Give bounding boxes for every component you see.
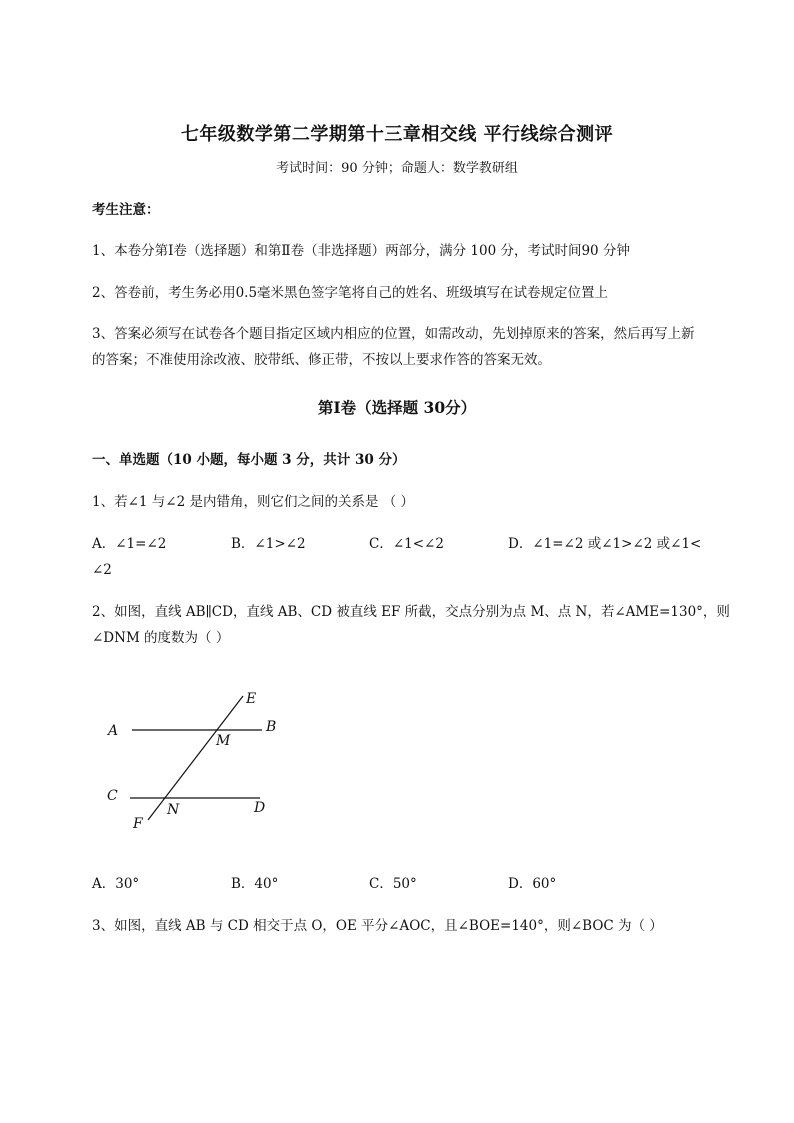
- notice-item-3-cont: 的答案；不准使用涂改液、胶带纸、修正带，不按以上要求作答的答案无效。: [92, 352, 551, 368]
- notice-item-2: 2、答卷前，考生务必用0.5毫米黑色签字笔将自己的姓名、班级填写在试卷规定位置上: [92, 285, 609, 301]
- label-c: C: [107, 788, 118, 804]
- label-n: N: [167, 802, 180, 818]
- q2-figure: [100, 688, 300, 848]
- q1-option-d: D．∠1=∠2 或∠1>∠2 或∠1<: [508, 536, 702, 552]
- label-e: E: [246, 691, 257, 707]
- q2-option-d: D．60°: [508, 876, 557, 892]
- q2-stem-line1: 2、如图，直线 AB∥CD，直线 AB、CD 被直线 EF 所截，交点分别为点 M、点 N，若∠AME=130°，则: [92, 604, 730, 620]
- q1-option-b: B．∠1>∠2: [231, 536, 306, 552]
- q3-stem: 3、如图，直线 AB 与 CD 相交于点 O，OE 平分∠AOC，且∠BOE=140°，则∠BOC 为（ ）: [92, 918, 663, 934]
- exam-title: 七年级数学第二学期第十三章相交线 平行线综合测评: [180, 124, 614, 145]
- q1-option-c: C．∠1<∠2: [369, 536, 444, 552]
- part1-heading: 一、单选题（10 小题，每小题 3 分，共计 30 分）: [92, 452, 406, 468]
- label-m: M: [216, 733, 231, 749]
- exam-subtitle: 考试时间：90 分钟；命题人：数学教研组: [276, 161, 518, 176]
- q2-option-b: B．40°: [231, 876, 279, 892]
- q1-option-a: A．∠1=∠2: [92, 536, 167, 552]
- label-a: A: [108, 723, 119, 739]
- q1-stem: 1、若∠1 与∠2 是内错角，则它们之间的关系是 （ ）: [92, 494, 415, 510]
- section-title: 第Ⅰ卷（选择题 30分）: [317, 398, 477, 417]
- notice-heading: 考生注意：: [92, 202, 160, 218]
- q1-option-d-cont: ∠2: [92, 562, 112, 578]
- notice-item-3: 3、答案必须写在试卷各个题目指定区域内相应的位置，如需改动，先划掉原来的答案，然后再写上新: [92, 326, 695, 342]
- q2-option-c: C．50°: [369, 876, 417, 892]
- label-b: B: [266, 719, 277, 735]
- label-f: F: [133, 816, 143, 832]
- q2-stem-line2: ∠DNM 的度数为（ ）: [92, 630, 230, 646]
- notice-item-1: 1、本卷分第Ⅰ卷（选择题）和第Ⅱ卷（非选择题）两部分，满分 100 分，考试时间90 分钟: [92, 243, 630, 259]
- q2-option-a: A．30°: [92, 876, 140, 892]
- line-ef: [148, 696, 243, 820]
- label-d: D: [254, 800, 266, 816]
